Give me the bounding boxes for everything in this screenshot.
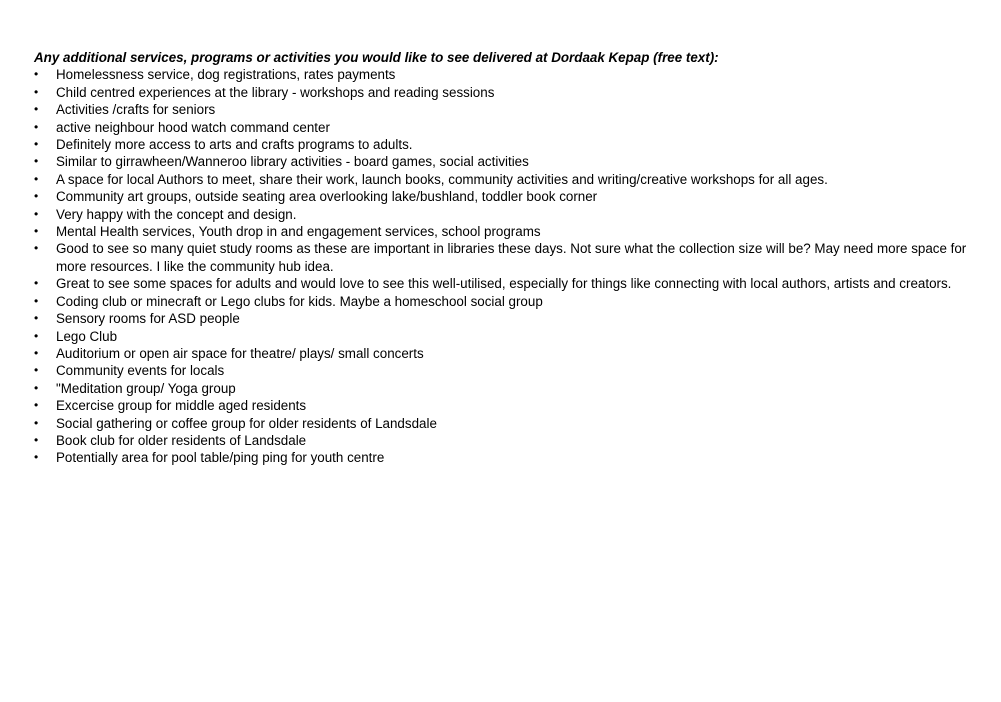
list-item	[34, 293, 969, 310]
list-item-text: Lego Club	[56, 328, 118, 344]
bullet-icon: •	[34, 154, 39, 169]
bullet-icon: •	[34, 224, 39, 239]
list-item	[34, 415, 969, 432]
list-item	[34, 188, 969, 205]
bullet-icon: •	[34, 311, 39, 326]
bullet-icon: •	[34, 415, 39, 430]
bullet-icon: •	[34, 345, 39, 360]
list-item	[34, 119, 969, 136]
list-item-text: Book club for older residents of Landsdale	[56, 432, 307, 448]
list-item-text: Child centred experiences at the library - workshops and reading sessions	[56, 84, 495, 100]
list-item-text: "Meditation group/ Yoga group	[56, 380, 236, 396]
list-item	[34, 240, 969, 275]
document-page	[34, 49, 969, 467]
bullet-icon: •	[34, 450, 39, 465]
bullet-icon: •	[34, 102, 39, 117]
bullet-icon: •	[34, 432, 39, 447]
bullet-icon: •	[34, 189, 39, 204]
bullet-icon: •	[34, 380, 39, 395]
bullet-icon: •	[34, 276, 39, 291]
bullet-icon: •	[34, 206, 39, 221]
bullet-icon: •	[34, 293, 39, 308]
bullet-icon: •	[34, 84, 39, 99]
list-item	[34, 275, 969, 292]
bullet-icon: •	[34, 67, 39, 82]
section-heading: Any additional services, programs or activities you would like to see delivered at Dordaak Kepap (free text):	[34, 50, 719, 65]
list-item-text: Great to see some spaces for adults and would love to see this well-utilised, especially for things like connecting with local authors, artists and creators.	[56, 276, 952, 292]
list-item-text: Homelessness service, dog registrations, rates payments	[56, 67, 396, 83]
list-item-text: Social gathering or coffee group for older residents of Landsdale	[56, 415, 437, 431]
list-item-text: Similar to girrawheen/Wanneroo library activities - board games, social activities	[56, 154, 529, 170]
list-item-text: Mental Health services, Youth drop in and engagement services, school programs	[56, 224, 541, 240]
list-item	[34, 206, 969, 223]
list-item	[34, 362, 969, 379]
list-item-text: active neighbour hood watch command center	[56, 119, 330, 135]
bullet-icon: •	[34, 398, 39, 413]
bullet-icon: •	[34, 363, 39, 378]
list-item	[34, 432, 969, 449]
list-item	[34, 345, 969, 362]
list-item-text: Excercise group for middle aged residents	[56, 398, 307, 414]
list-item	[34, 449, 969, 466]
bullet-icon: •	[34, 119, 39, 134]
list-item	[34, 397, 969, 414]
list-item-text: Sensory rooms for ASD people	[56, 311, 240, 327]
list-item	[34, 328, 969, 345]
list-item-text: Definitely more access to arts and crafts programs to adults.	[56, 137, 413, 153]
bullet-icon: •	[34, 328, 39, 343]
list-item	[34, 171, 969, 188]
list-item-text: Very happy with the concept and design.	[56, 206, 297, 222]
bullet-icon: •	[34, 171, 39, 186]
list-item-text: A space for local Authors to meet, share their work, launch books, community activities and writing/creative workshops for all ages.	[56, 171, 828, 187]
list-item	[34, 153, 969, 170]
list-item	[34, 380, 969, 397]
list-item-text: Coding club or minecraft or Lego clubs for kids. Maybe a homeschool social group	[56, 293, 543, 309]
list-item	[34, 101, 969, 118]
list-item-text: Auditorium or open air space for theatre/ plays/ small concerts	[56, 345, 424, 361]
list-item	[34, 310, 969, 327]
list-item	[34, 84, 969, 101]
list-item	[34, 223, 969, 240]
bullet-icon: •	[34, 137, 39, 152]
list-item-text: Community events for locals	[56, 363, 225, 379]
list-item-text: Community art groups, outside seating area overlooking lake/bushland, toddler book corner	[56, 189, 598, 205]
list-item-text: Activities /crafts for seniors	[56, 102, 216, 118]
responses-list	[34, 66, 969, 466]
list-item-text: Good to see so many quiet study rooms as these are important in libraries these days. Not sure what the collection size will be? May need more space for more resources. I like the community hub idea.	[56, 241, 967, 274]
list-item-text: Potentially area for pool table/ping ping for youth centre	[56, 450, 385, 466]
list-item	[34, 136, 969, 153]
list-item	[34, 66, 969, 83]
bullet-icon: •	[34, 241, 39, 256]
